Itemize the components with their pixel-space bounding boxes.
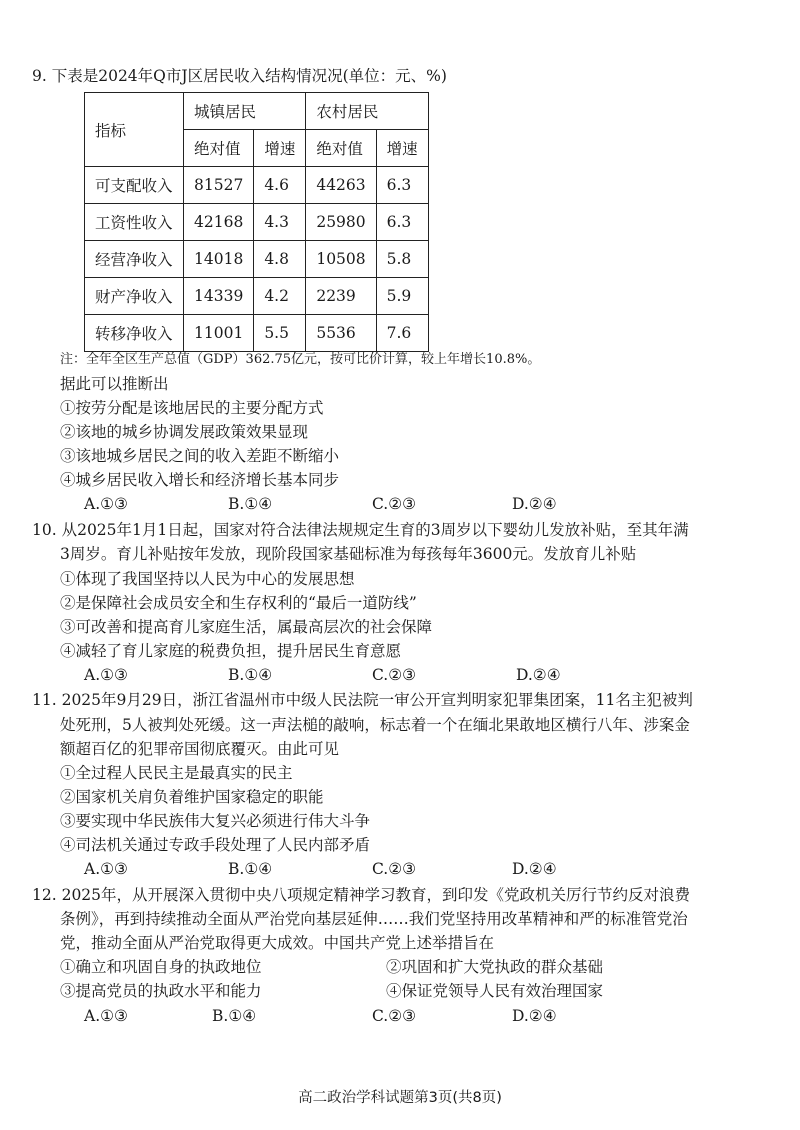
table-cell: 4.8 — [254, 241, 306, 278]
table-subheader: 绝对值 — [184, 130, 254, 167]
q10-item: ③可改善和提高育儿家庭生活，属最高层次的社会保障 — [60, 618, 433, 636]
q11-item: ④司法机关通过专政手段处理了人民内部矛盾 — [60, 836, 371, 854]
q11-stem: 处死刑，5人被判处死缓。这一声法槌的敲响，标志着一个在缅北果敢地区横行八年、涉案金 — [60, 716, 690, 734]
table-row — [85, 315, 429, 352]
table-cell: 10508 — [306, 241, 376, 278]
q11-stem: 额超百亿的犯罪帝国彻底覆灭。由此可见 — [60, 740, 340, 758]
q11-option-a[interactable]: A.①③ — [84, 860, 128, 878]
table-header-indicator: 指标 — [85, 93, 184, 167]
q10-item: ①体现了我国坚持以人民为中心的发展思想 — [60, 570, 355, 588]
q12-option-a[interactable]: A.①③ — [84, 1007, 128, 1025]
table-cell: 25980 — [306, 204, 376, 241]
q12-option-d[interactable]: D.②④ — [512, 1007, 557, 1025]
q11-option-b[interactable]: B.①④ — [228, 860, 273, 878]
q9-option-c[interactable]: C.②③ — [372, 495, 417, 513]
table-row — [85, 167, 429, 204]
q9-item: ②该地的城乡协调发展政策效果显现 — [60, 423, 309, 441]
table-row — [85, 278, 429, 315]
table-cell: 81527 — [184, 167, 254, 204]
q12-option-c[interactable]: C.②③ — [372, 1007, 417, 1025]
q11-item: ②国家机关肩负着维护国家稳定的职能 — [60, 788, 324, 806]
q12-item: ②巩固和扩大党执政的群众基础 — [386, 958, 604, 976]
q9-lead: 据此可以推断出 — [60, 375, 169, 393]
q9-option-d[interactable]: D.②④ — [512, 495, 557, 513]
table-cell: 14018 — [184, 241, 254, 278]
q12-stem: 条例》，再到持续推动全面从严治党向基层延伸……我们党坚持用改革精神和严的标准管党治 — [60, 910, 688, 928]
q10-stem: 10. 从2025年1月1日起，国家对符合法律法规规定生育的3周岁以下婴幼儿发放补贴，至其年满 — [32, 521, 689, 539]
table-cell: 5.8 — [376, 241, 428, 278]
table-cell: 工资性收入 — [85, 204, 184, 241]
q10-item: ④减轻了育儿家庭的税费负担，提升居民生育意愿 — [60, 642, 402, 660]
table-cell: 14339 — [184, 278, 254, 315]
q11-item: ③要实现中华民族伟大复兴必须进行伟大斗争 — [60, 812, 371, 830]
table-cell: 5536 — [306, 315, 376, 352]
q11-option-d[interactable]: D.②④ — [512, 860, 557, 878]
table-cell: 财产净收入 — [85, 278, 184, 315]
table-row — [85, 204, 429, 241]
table-subheader: 增速 — [376, 130, 428, 167]
page-footer: 高二政治学科试题第3页(共8页) — [298, 1090, 502, 1106]
table-cell: 6.3 — [376, 167, 428, 204]
q9-stem: 9. 下表是2024年Q市J区居民收入结构情况况(单位：元、%) — [32, 67, 447, 85]
q10-stem: 3周岁。育儿补贴按年发放，现阶段国家基础标准为每孩每年3600元。发放育儿补贴 — [60, 545, 637, 563]
q9-item: ④城乡居民收入增长和经济增长基本同步 — [60, 471, 340, 489]
q12-stem: 党，推动全面从严治党取得更大成效。中国共产党上述举措旨在 — [60, 934, 495, 952]
income-table — [84, 92, 429, 352]
table-cell: 44263 — [306, 167, 376, 204]
q10-option-d[interactable]: D.②④ — [516, 666, 561, 684]
q9-item: ③该地城乡居民之间的收入差距不断缩小 — [60, 447, 340, 465]
q11-stem: 11. 2025年9月29日，浙江省温州市中级人民法院一审公开宣判明家犯罪集团案，11名主犯被判 — [32, 691, 693, 709]
q9-option-a[interactable]: A.①③ — [84, 495, 128, 513]
table-cell: 转移净收入 — [85, 315, 184, 352]
q11-item: ①全过程人民民主是最真实的民主 — [60, 764, 293, 782]
q10-item: ②是保障社会成员安全和生存权利的“最后一道防线” — [60, 594, 417, 612]
table-cell: 7.6 — [376, 315, 428, 352]
table-cell: 5.5 — [254, 315, 306, 352]
q9-note: 注：全年全区生产总值（GDP）362.75亿元，按可比价计算，较上年增长10.8%。 — [60, 352, 541, 367]
table-cell: 经营净收入 — [85, 241, 184, 278]
table-cell: 42168 — [184, 204, 254, 241]
table-header-rural: 农村居民 — [306, 93, 428, 130]
table-cell: 6.3 — [376, 204, 428, 241]
table-cell: 4.6 — [254, 167, 306, 204]
table-row — [85, 241, 429, 278]
q12-stem: 12. 2025年，从开展深入贯彻中央八项规定精神学习教育，到印发《党政机关厉行节约反对浪费 — [32, 886, 691, 904]
table-subheader: 绝对值 — [306, 130, 376, 167]
q10-option-b[interactable]: B.①④ — [228, 666, 273, 684]
q12-item: ③提高党员的执政水平和能力 — [60, 982, 262, 1000]
q9-option-b[interactable]: B.①④ — [228, 495, 273, 513]
table-cell: 2239 — [306, 278, 376, 315]
table-header-urban: 城镇居民 — [184, 93, 306, 130]
table-cell: 可支配收入 — [85, 167, 184, 204]
q11-option-c[interactable]: C.②③ — [372, 860, 417, 878]
table-subheader: 增速 — [254, 130, 306, 167]
q12-option-b[interactable]: B.①④ — [212, 1007, 257, 1025]
q10-option-a[interactable]: A.①③ — [84, 666, 128, 684]
table-cell: 11001 — [184, 315, 254, 352]
q12-item: ④保证党领导人民有效治理国家 — [386, 982, 604, 1000]
table-cell: 4.2 — [254, 278, 306, 315]
q12-item: ①确立和巩固自身的执政地位 — [60, 958, 262, 976]
q9-item: ①按劳分配是该地居民的主要分配方式 — [60, 399, 324, 417]
table-cell: 5.9 — [376, 278, 428, 315]
table-cell: 4.3 — [254, 204, 306, 241]
q10-option-c[interactable]: C.②③ — [372, 666, 417, 684]
